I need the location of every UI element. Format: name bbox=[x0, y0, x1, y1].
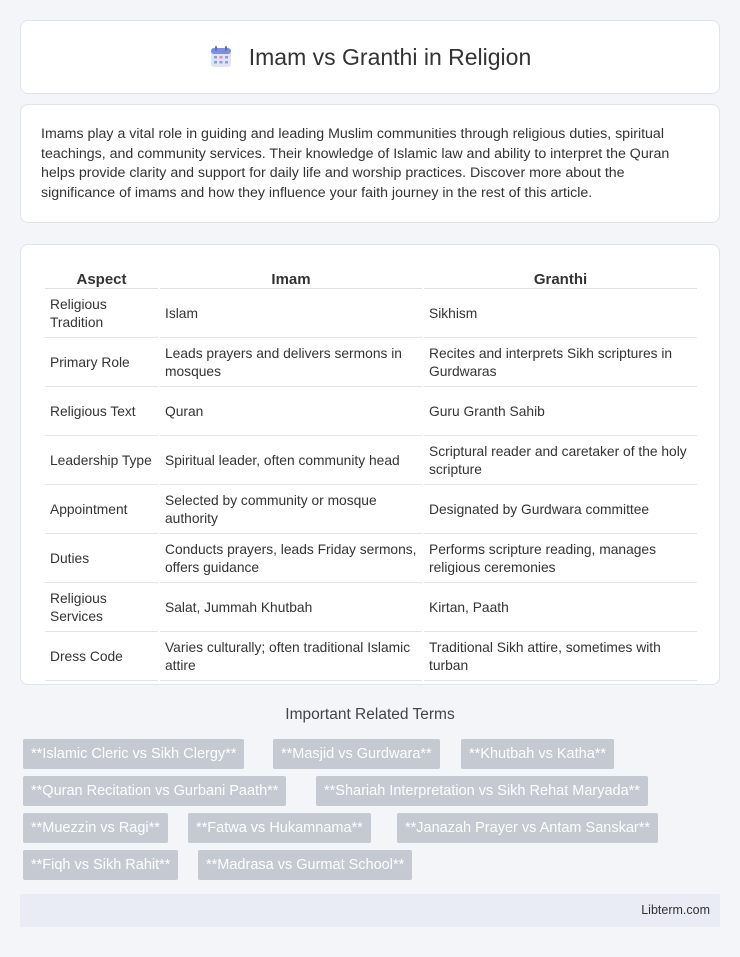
table-row bbox=[45, 438, 697, 485]
comparison-table bbox=[43, 265, 699, 683]
related-tag[interactable]: **Islamic Cleric vs Sikh Clergy** bbox=[23, 739, 244, 769]
table-row bbox=[45, 536, 697, 583]
related-tag[interactable]: **Khutbah vs Katha** bbox=[461, 739, 614, 769]
related-tag[interactable]: **Fatwa vs Hukamnama** bbox=[188, 813, 371, 843]
related-terms-title: Important Related Terms bbox=[285, 706, 455, 723]
cell-aspect: Religious Tradition bbox=[45, 291, 158, 338]
cell-granthi: Guru Granth Sahib bbox=[424, 389, 697, 436]
table-row bbox=[45, 291, 697, 338]
related-tag[interactable]: **Madrasa vs Gurmat School** bbox=[198, 850, 412, 880]
column-header-granthi: Granthi bbox=[424, 267, 697, 289]
cell-imam: Varies culturally; often traditional Islamic attire bbox=[160, 634, 422, 681]
cell-granthi: Performs scripture reading, manages religious ceremonies bbox=[424, 536, 697, 583]
related-tag[interactable]: **Janazah Prayer vs Antam Sanskar** bbox=[397, 813, 658, 843]
cell-imam: Spiritual leader, often community head bbox=[160, 438, 422, 485]
cell-aspect: Religious Services bbox=[45, 585, 158, 632]
calendar-icon bbox=[209, 45, 233, 69]
table-row bbox=[45, 389, 697, 436]
cell-granthi: Designated by Gurdwara committee bbox=[424, 487, 697, 534]
cell-imam: Selected by community or mosque authority bbox=[160, 487, 422, 534]
column-header-imam: Imam bbox=[160, 267, 422, 289]
footer-brand[interactable]: Libterm.com bbox=[641, 903, 710, 917]
table-row bbox=[45, 487, 697, 534]
cell-imam: Salat, Jummah Khutbah bbox=[160, 585, 422, 632]
related-tag[interactable]: **Masjid vs Gurdwara** bbox=[273, 739, 440, 769]
cell-aspect: Dress Code bbox=[45, 634, 158, 681]
intro-text: Imams play a vital role in guiding and leading Muslim communities through religious duties, spiritual teachings, and community services. Their knowledge of Islamic law and ability to interpret the Quran helps provide clarity and support for daily life and worship practices. Discover more about the significance of imams and how they influence your faith journey in the rest of this article. bbox=[41, 126, 670, 201]
related-tag[interactable]: **Muezzin vs Ragi** bbox=[23, 813, 168, 843]
cell-imam: Quran bbox=[160, 389, 422, 436]
header-card bbox=[20, 20, 720, 94]
cell-aspect: Leadership Type bbox=[45, 438, 158, 485]
cell-aspect: Primary Role bbox=[45, 340, 158, 387]
table-header-row bbox=[45, 267, 697, 289]
cell-granthi: Scriptural reader and caretaker of the holy scripture bbox=[424, 438, 697, 485]
cell-aspect: Religious Text bbox=[45, 389, 158, 436]
column-header-aspect: Aspect bbox=[45, 267, 158, 289]
page-title: Imam vs Granthi in Religion bbox=[248, 43, 532, 70]
cell-imam: Conducts prayers, leads Friday sermons, offers guidance bbox=[160, 536, 422, 583]
comparison-table-card bbox=[20, 244, 720, 685]
table-row bbox=[45, 340, 697, 387]
cell-imam: Islam bbox=[160, 291, 422, 338]
cell-granthi: Recites and interprets Sikh scriptures in Gurdwaras bbox=[424, 340, 697, 387]
footer bbox=[20, 894, 720, 927]
cell-imam: Leads prayers and delivers sermons in mosques bbox=[160, 340, 422, 387]
table-row bbox=[45, 585, 697, 632]
related-tag[interactable]: **Shariah Interpretation vs Sikh Rehat Maryada** bbox=[316, 776, 648, 806]
related-tag[interactable]: **Fiqh vs Sikh Rahit** bbox=[23, 850, 178, 880]
intro-card bbox=[20, 104, 720, 223]
cell-aspect: Duties bbox=[45, 536, 158, 583]
cell-granthi: Sikhism bbox=[424, 291, 697, 338]
cell-aspect: Appointment bbox=[45, 487, 158, 534]
table-row bbox=[45, 634, 697, 681]
cell-granthi: Kirtan, Paath bbox=[424, 585, 697, 632]
related-tag[interactable]: **Quran Recitation vs Gurbani Paath** bbox=[23, 776, 286, 806]
cell-granthi: Traditional Sikh attire, sometimes with turban bbox=[424, 634, 697, 681]
